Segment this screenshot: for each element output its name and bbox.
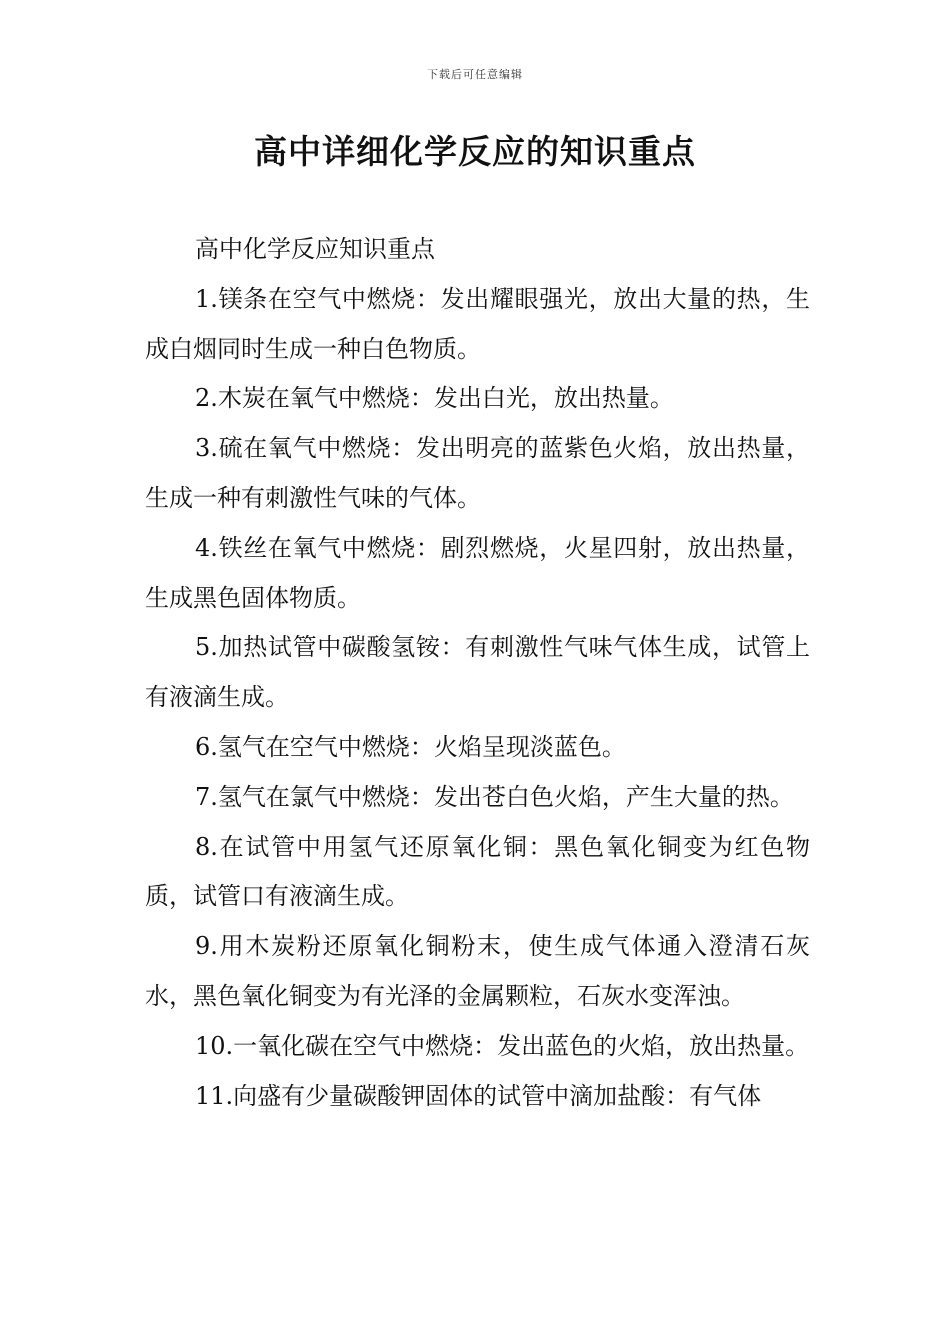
list-item: 8.在试管中用氢气还原氧化铜：黑色氧化铜变为红色物质，试管口有液滴生成。 [145, 832, 810, 911]
list-item: 2.木炭在氧气中燃烧：发出白光，放出热量。 [195, 384, 674, 413]
list-item: 4.铁丝在氧气中燃烧：剧烈燃烧，火星四射，放出热量，生成黑色固体物质。 [145, 533, 810, 612]
list-item: 3.硫在氧气中燃烧：发出明亮的蓝紫色火焰，放出热量，生成一种有刺激性气味的气体。 [145, 434, 810, 512]
section-subtitle: 高中化学反应知识重点 [195, 235, 435, 263]
document-body [145, 225, 810, 1121]
list-item: 11.向盛有少量碳酸钾固体的试管中滴加盐酸：有气体 [195, 1081, 762, 1110]
list-item: 5.加热试管中碳酸氢铵：有刺激性气味气体生成，试管上有液滴生成。 [145, 633, 810, 712]
header-note: 下载后可任意编辑 [427, 68, 523, 81]
list-item: 6.氢气在空气中燃烧：火焰呈现淡蓝色。 [195, 732, 626, 761]
list-item: 1.镁条在空气中燃烧：发出耀眼强光，放出大量的热，生成白烟同时生成一种白色物质。 [145, 284, 810, 363]
document-title: 高中详细化学反应的知识重点 [254, 132, 696, 171]
list-item: 7.氢气在氯气中燃烧：发出苍白色火焰，产生大量的热。 [195, 782, 794, 811]
list-item: 10.一氧化碳在空气中燃烧：发出蓝色的火焰，放出热量。 [195, 1031, 810, 1060]
list-item: 9.用木炭粉还原氧化铜粉末，使生成气体通入澄清石灰水，黑色氧化铜变为有光泽的金属颗粒，石灰水变浑浊。 [145, 932, 810, 1010]
